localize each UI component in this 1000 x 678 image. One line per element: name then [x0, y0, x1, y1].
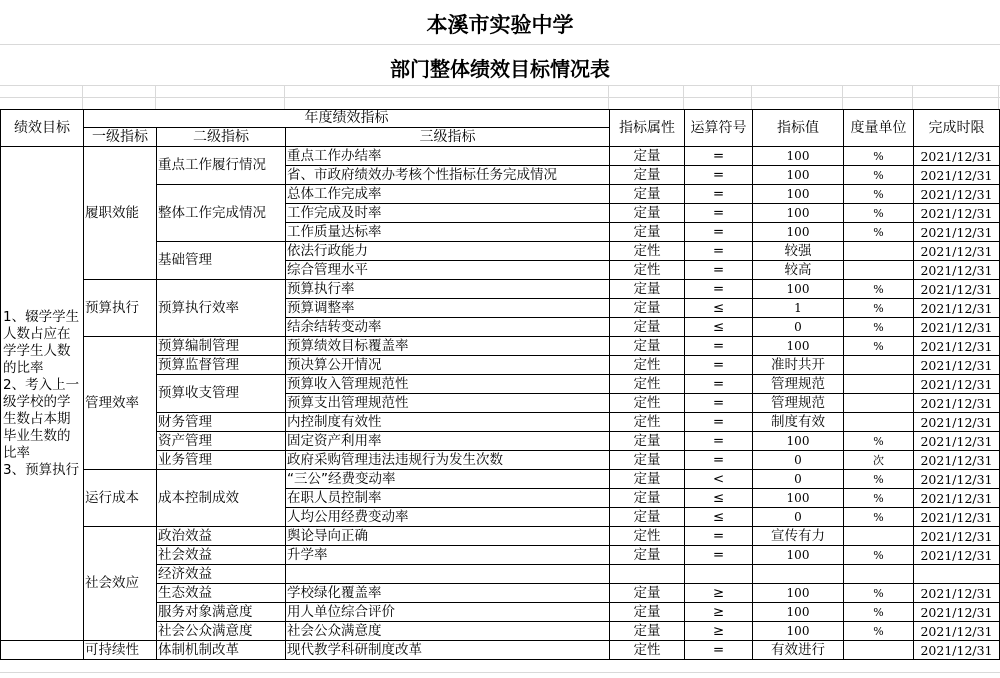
measure-unit — [844, 413, 914, 432]
measure-unit: % — [844, 166, 914, 185]
level3-indicator: 工作质量达标率 — [286, 223, 610, 242]
indicator-attribute: 定量 — [610, 622, 685, 641]
measure-unit — [844, 565, 914, 584]
level3-indicator: 社会公众满意度 — [286, 622, 610, 641]
level2-indicator: 财务管理 — [157, 413, 286, 432]
operator-symbol: = — [685, 432, 753, 451]
indicator-value: 100 — [753, 223, 844, 242]
indicator-attribute: 定量 — [610, 318, 685, 337]
indicator-attribute: 定性 — [610, 413, 685, 432]
deadline: 2021/12/31 — [914, 223, 1000, 242]
measure-unit: % — [844, 318, 914, 337]
measure-unit: % — [844, 185, 914, 204]
indicator-attribute: 定量 — [610, 280, 685, 299]
indicator-attribute: 定量 — [610, 470, 685, 489]
level1-indicator: 预算执行 — [84, 280, 157, 337]
indicator-value: 管理规范 — [753, 375, 844, 394]
operator-symbol: = — [685, 375, 753, 394]
measure-unit: % — [844, 489, 914, 508]
table-row — [1, 470, 1000, 489]
measure-unit: % — [844, 622, 914, 641]
measure-unit: 次 — [844, 451, 914, 470]
operator-symbol: = — [685, 242, 753, 261]
operator-symbol: ≥ — [685, 584, 753, 603]
measure-unit — [844, 394, 914, 413]
table-row — [1, 337, 1000, 356]
indicator-value: 0 — [753, 318, 844, 337]
deadline: 2021/12/31 — [914, 641, 1000, 660]
indicator-attribute: 定性 — [610, 641, 685, 660]
header-value: 指标值 — [753, 110, 844, 147]
header-goal: 绩效目标 — [1, 110, 84, 147]
indicator-value: 0 — [753, 508, 844, 527]
level3-indicator: 现代教学科研制度改革 — [286, 641, 610, 660]
level2-indicator: 社会效益 — [157, 546, 286, 565]
level3-indicator: 工作完成及时率 — [286, 204, 610, 223]
level2-indicator: 基础管理 — [157, 242, 286, 280]
header-operator: 运算符号 — [685, 110, 753, 147]
measure-unit: % — [844, 470, 914, 489]
deadline: 2021/12/31 — [914, 185, 1000, 204]
deadline: 2021/12/31 — [914, 489, 1000, 508]
header-unit: 度量单位 — [844, 110, 914, 147]
table-row — [1, 147, 1000, 166]
level3-indicator: 预算支出管理规范性 — [286, 394, 610, 413]
indicator-attribute: 定性 — [610, 356, 685, 375]
indicator-attribute: 定性 — [610, 375, 685, 394]
operator-symbol: = — [685, 413, 753, 432]
operator-symbol: ≤ — [685, 489, 753, 508]
level3-indicator: “三公”经费变动率 — [286, 470, 610, 489]
level2-indicator: 资产管理 — [157, 432, 286, 451]
indicator-attribute: 定性 — [610, 242, 685, 261]
level2-indicator: 政治效益 — [157, 527, 286, 546]
operator-symbol: = — [685, 451, 753, 470]
level3-indicator: 在职人员控制率 — [286, 489, 610, 508]
operator-symbol: = — [685, 185, 753, 204]
operator-symbol: = — [685, 641, 753, 660]
level2-indicator: 预算监督管理 — [157, 356, 286, 375]
level1-indicator: 履职效能 — [84, 147, 157, 280]
operator-symbol: = — [685, 147, 753, 166]
operator-symbol: = — [685, 527, 753, 546]
measure-unit: % — [844, 546, 914, 565]
report-title: 部门整体绩效目标情况表 — [390, 57, 610, 81]
indicator-attribute: 定量 — [610, 508, 685, 527]
deadline: 2021/12/31 — [914, 527, 1000, 546]
indicator-value — [753, 565, 844, 584]
indicator-attribute: 定量 — [610, 204, 685, 223]
level3-indicator: 综合管理水平 — [286, 261, 610, 280]
deadline: 2021/12/31 — [914, 451, 1000, 470]
operator-symbol: = — [685, 394, 753, 413]
indicator-attribute: 定量 — [610, 299, 685, 318]
measure-unit — [844, 261, 914, 280]
deadline: 2021/12/31 — [914, 603, 1000, 622]
level2-indicator: 预算编制管理 — [157, 337, 286, 356]
level2-indicator: 成本控制成效 — [157, 470, 286, 527]
indicator-value: 100 — [753, 622, 844, 641]
operator-symbol: = — [685, 356, 753, 375]
indicator-value: 100 — [753, 185, 844, 204]
level2-indicator: 预算收支管理 — [157, 375, 286, 413]
indicator-value: 100 — [753, 337, 844, 356]
level3-indicator: 总体工作完成率 — [286, 185, 610, 204]
level3-indicator: 预算收入管理规范性 — [286, 375, 610, 394]
header-level2: 二级指标 — [157, 128, 286, 147]
level3-indicator: 升学率 — [286, 546, 610, 565]
indicator-value: 100 — [753, 280, 844, 299]
indicator-attribute: 定性 — [610, 394, 685, 413]
indicator-value: 1 — [753, 299, 844, 318]
deadline: 2021/12/31 — [914, 280, 1000, 299]
deadline: 2021/12/31 — [914, 546, 1000, 565]
indicator-value: 宣传有力 — [753, 527, 844, 546]
performance-target-table — [0, 109, 1000, 660]
indicator-value: 100 — [753, 546, 844, 565]
measure-unit: % — [844, 584, 914, 603]
indicator-attribute — [610, 565, 685, 584]
deadline: 2021/12/31 — [914, 394, 1000, 413]
header-attribute: 指标属性 — [610, 110, 685, 147]
school-title: 本溪市实验中学 — [426, 12, 574, 37]
level3-indicator: 学校绿化覆盖率 — [286, 584, 610, 603]
indicator-attribute: 定量 — [610, 432, 685, 451]
indicator-value: 100 — [753, 489, 844, 508]
measure-unit: % — [844, 337, 914, 356]
indicator-value: 100 — [753, 432, 844, 451]
header-row — [1, 110, 1000, 128]
deadline: 2021/12/31 — [914, 261, 1000, 280]
measure-unit: % — [844, 147, 914, 166]
measure-unit: % — [844, 280, 914, 299]
deadline: 2021/12/31 — [914, 432, 1000, 451]
level2-indicator: 生态效益 — [157, 584, 286, 603]
empty-cell — [1, 641, 84, 660]
level2-indicator: 社会公众满意度 — [157, 622, 286, 641]
deadline: 2021/12/31 — [914, 508, 1000, 527]
operator-symbol: = — [685, 166, 753, 185]
indicator-value: 100 — [753, 603, 844, 622]
deadline: 2021/12/31 — [914, 375, 1000, 394]
table-row — [1, 527, 1000, 546]
deadline: 2021/12/31 — [914, 147, 1000, 166]
measure-unit — [844, 375, 914, 394]
indicator-attribute: 定性 — [610, 527, 685, 546]
level2-indicator: 预算执行效率 — [157, 280, 286, 337]
indicator-attribute: 定量 — [610, 451, 685, 470]
indicator-value: 100 — [753, 204, 844, 223]
level3-indicator: 结余结转变动率 — [286, 318, 610, 337]
indicator-attribute: 定量 — [610, 147, 685, 166]
operator-symbol: ≥ — [685, 603, 753, 622]
level2-indicator: 经济效益 — [157, 565, 286, 584]
indicator-attribute: 定量 — [610, 489, 685, 508]
level3-indicator: 政府采购管理违法违规行为发生次数 — [286, 451, 610, 470]
operator-symbol: ≤ — [685, 318, 753, 337]
table-row — [1, 641, 1000, 660]
level3-indicator: 预算执行率 — [286, 280, 610, 299]
measure-unit: % — [844, 204, 914, 223]
level1-indicator: 运行成本 — [84, 470, 157, 527]
indicator-attribute: 定量 — [610, 223, 685, 242]
operator-symbol: = — [685, 546, 753, 565]
operator-symbol: = — [685, 337, 753, 356]
operator-symbol: ≤ — [685, 299, 753, 318]
level2-indicator: 重点工作履行情况 — [157, 147, 286, 185]
operator-symbol: ≤ — [685, 508, 753, 527]
header-level1: 一级指标 — [84, 128, 157, 147]
indicator-value: 准时共开 — [753, 356, 844, 375]
indicator-value: 有效进行 — [753, 641, 844, 660]
indicator-value: 管理规范 — [753, 394, 844, 413]
indicator-value: 较强 — [753, 242, 844, 261]
deadline: 2021/12/31 — [914, 337, 1000, 356]
deadline: 2021/12/31 — [914, 166, 1000, 185]
level2-indicator: 体制机制改革 — [157, 641, 286, 660]
indicator-attribute: 定量 — [610, 603, 685, 622]
measure-unit — [844, 356, 914, 375]
indicator-attribute: 定性 — [610, 261, 685, 280]
level1-indicator: 可持续性 — [84, 641, 157, 660]
deadline: 2021/12/31 — [914, 318, 1000, 337]
operator-symbol — [685, 565, 753, 584]
level3-indicator: 预算绩效目标覆盖率 — [286, 337, 610, 356]
deadline: 2021/12/31 — [914, 470, 1000, 489]
level3-indicator: 重点工作办结率 — [286, 147, 610, 166]
indicator-value: 100 — [753, 147, 844, 166]
header-annual-indicators: 年度绩效指标 — [84, 110, 610, 128]
operator-symbol: < — [685, 470, 753, 489]
level2-indicator: 服务对象满意度 — [157, 603, 286, 622]
measure-unit: % — [844, 603, 914, 622]
deadline — [914, 565, 1000, 584]
indicator-attribute: 定量 — [610, 584, 685, 603]
measure-unit: % — [844, 508, 914, 527]
measure-unit — [844, 242, 914, 261]
measure-unit: % — [844, 299, 914, 318]
level3-indicator: 预决算公开情况 — [286, 356, 610, 375]
deadline: 2021/12/31 — [914, 204, 1000, 223]
indicator-attribute: 定量 — [610, 166, 685, 185]
indicator-value: 100 — [753, 166, 844, 185]
indicator-value: 较高 — [753, 261, 844, 280]
level3-indicator: 预算调整率 — [286, 299, 610, 318]
indicator-attribute: 定量 — [610, 546, 685, 565]
header-deadline: 完成时限 — [914, 110, 1000, 147]
operator-symbol: = — [685, 261, 753, 280]
level3-indicator: 人均公用经费变动率 — [286, 508, 610, 527]
level2-indicator: 整体工作完成情况 — [157, 185, 286, 242]
level3-indicator: 舆论导向正确 — [286, 527, 610, 546]
deadline: 2021/12/31 — [914, 356, 1000, 375]
table-row — [1, 280, 1000, 299]
indicator-attribute: 定量 — [610, 337, 685, 356]
level3-indicator: 内控制度有效性 — [286, 413, 610, 432]
measure-unit: % — [844, 432, 914, 451]
level3-indicator: 用人单位综合评价 — [286, 603, 610, 622]
header-level3: 三级指标 — [286, 128, 610, 147]
performance-goal-text: 1、辍学学生人数占应在学学生人数的比率 2、考入上一级学校的学生数占本期毕业生数的比率 3、预算执行 — [1, 147, 84, 641]
indicator-value: 制度有效 — [753, 413, 844, 432]
deadline: 2021/12/31 — [914, 622, 1000, 641]
operator-symbol: = — [685, 223, 753, 242]
indicator-value: 100 — [753, 584, 844, 603]
indicator-attribute: 定量 — [610, 185, 685, 204]
operator-symbol: = — [685, 204, 753, 223]
deadline: 2021/12/31 — [914, 413, 1000, 432]
level3-indicator: 依法行政能力 — [286, 242, 610, 261]
level1-indicator: 社会效应 — [84, 527, 157, 641]
indicator-value: 0 — [753, 470, 844, 489]
deadline: 2021/12/31 — [914, 242, 1000, 261]
operator-symbol: ≥ — [685, 622, 753, 641]
level3-indicator — [286, 565, 610, 584]
deadline: 2021/12/31 — [914, 584, 1000, 603]
level1-indicator: 管理效率 — [84, 337, 157, 470]
measure-unit — [844, 641, 914, 660]
level2-indicator: 业务管理 — [157, 451, 286, 470]
indicator-value: 0 — [753, 451, 844, 470]
measure-unit — [844, 527, 914, 546]
level3-indicator: 固定资产利用率 — [286, 432, 610, 451]
operator-symbol: = — [685, 280, 753, 299]
deadline: 2021/12/31 — [914, 299, 1000, 318]
measure-unit: % — [844, 223, 914, 242]
level3-indicator: 省、市政府绩效办考核个性指标任务完成情况 — [286, 166, 610, 185]
